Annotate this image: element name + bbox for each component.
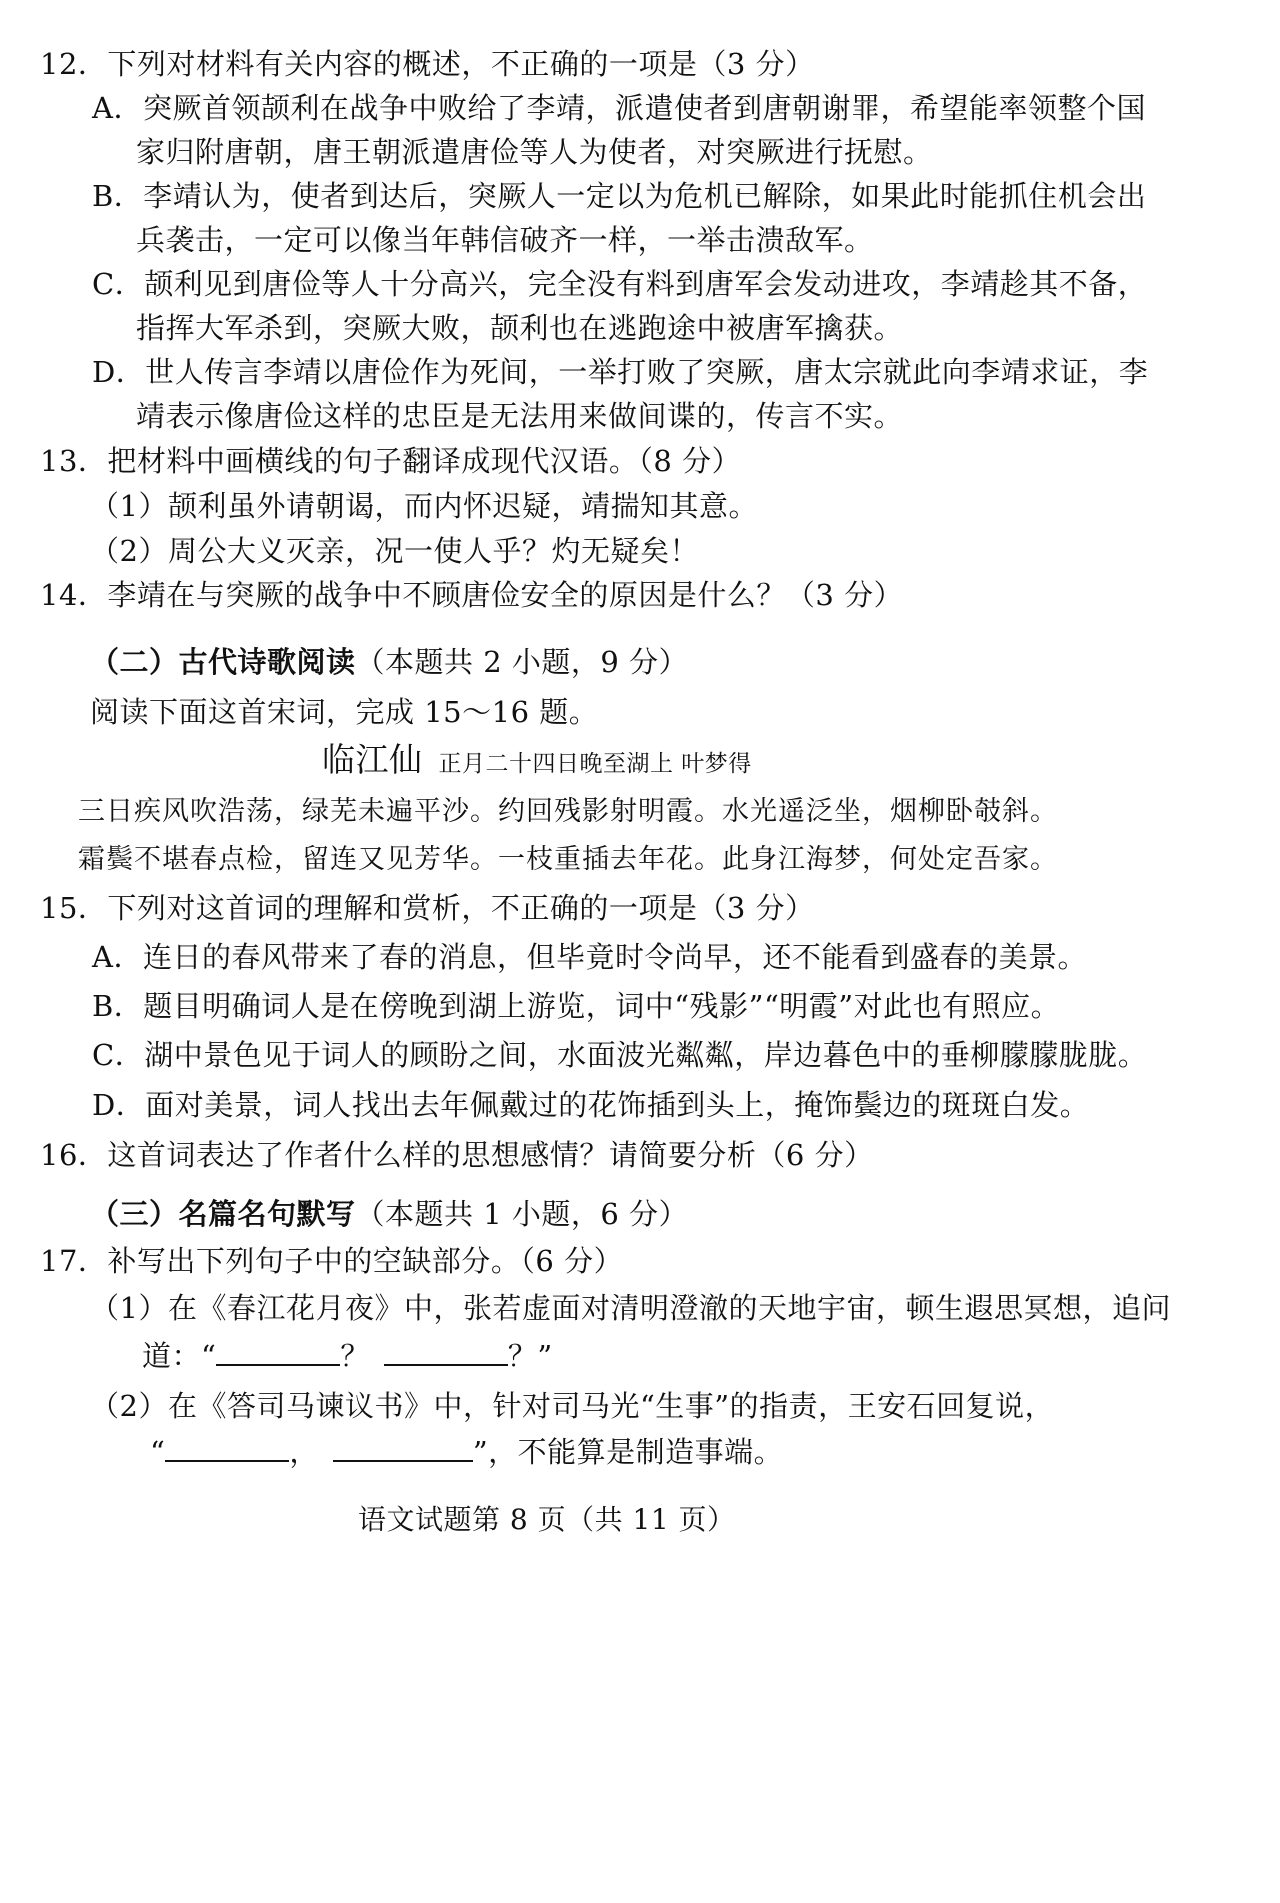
q13-sentence-2: （2）周公大义灭亲，况一使人乎？灼无疑矣！ <box>90 534 699 568</box>
q17-item-1-line1: （1）在《春江花月夜》中，张若虚面对清明澄澈的天地宇宙，顿生遐思冥想，追问 <box>90 1291 1171 1325</box>
q17-item-2-line1: （2）在《答司马谏议书》中，针对司马光“生事”的指责，王安石回复说， <box>90 1389 1055 1423</box>
q17-item-1-line2 <box>142 1336 553 1376</box>
q12-option-c-line2: 指挥大军杀到，突厥大败，颉利也在逃跑途中被唐军擒获。 <box>136 311 904 345</box>
poem-heading <box>322 740 752 784</box>
section-3-note: （本题共 1 小题，6 分） <box>355 1197 689 1231</box>
q17-item-2-line2 <box>150 1432 783 1472</box>
section-2-note: （本题共 2 小题，9 分） <box>355 645 689 679</box>
answer-blank-3[interactable] <box>165 1434 289 1462</box>
comma-separator: ， <box>289 1435 319 1469</box>
q14-stem: 14．李靖在与突厥的战争中不顾唐俭安全的原因是什么？（3 分） <box>40 578 904 612</box>
quote-open-2: “ <box>150 1435 166 1469</box>
poem-title: 临江仙 <box>322 740 423 779</box>
item-2-ending: ”，不能算是制造事端。 <box>472 1435 784 1469</box>
q12-option-c-line1: C．颉利见到唐俭等人十分高兴，完全没有料到唐军会发动进攻，李靖趁其不备， <box>92 267 1148 301</box>
answer-blank-1[interactable] <box>216 1338 340 1366</box>
q13-sentence-1: （1）颉利虽外请朝谒，而内怀迟疑，靖揣知其意。 <box>90 489 758 523</box>
quote-close: ？” <box>507 1339 553 1373</box>
q12-option-a-line1: A．突厥首领颉利在战争中败给了李靖，派遣使者到唐朝谢罪，希望能率领整个国 <box>92 91 1146 125</box>
q15-option-c: C．湖中景色见于词人的顾盼之间，水面波光粼粼，岸边暮色中的垂柳朦朦胧胧。 <box>92 1038 1148 1072</box>
q12-option-d-line1: D．世人传言李靖以唐俭作为死间，一举打败了突厥，唐太宗就此向李靖求证，李 <box>92 355 1149 389</box>
q12-option-a-line2: 家归附唐朝，唐王朝派遣唐俭等人为使者，对突厥进行抚慰。 <box>136 135 933 169</box>
quote-open: 道：“ <box>142 1339 217 1373</box>
page-footer: 语文试题第 8 页（共 11 页） <box>358 1503 736 1536</box>
q15-option-a: A．连日的春风带来了春的消息，但毕竟时令尚早，还不能看到盛春的美景。 <box>92 940 1087 974</box>
q17-stem: 17．补写出下列句子中的空缺部分。（6 分） <box>40 1244 624 1278</box>
q16-stem: 16．这首词表达了作者什么样的思想感情？请简要分析（6 分） <box>40 1138 874 1172</box>
poem-line-1: 三日疾风吹浩荡，绿芜未遍平沙。约回残影射明霞。水光遥泛坐，烟柳卧攲斜。 <box>78 796 1058 827</box>
poem-line-2: 霜鬓不堪春点检，留连又见芳华。一枝重插去年花。此身江海梦，何处定吾家。 <box>78 844 1058 875</box>
section-2-intro: 阅读下面这首宋词，完成 15～16 题。 <box>90 695 599 729</box>
answer-blank-2[interactable] <box>384 1338 508 1366</box>
section-2-heading <box>90 642 688 682</box>
q15-option-b: B．题目明确词人是在傍晚到湖上游览，词中“残影”“明霞”对此也有照应。 <box>92 989 1061 1023</box>
question-mark-1: ？ <box>340 1339 370 1373</box>
q15-stem: 15．下列对这首词的理解和赏析，不正确的一项是（3 分） <box>40 891 815 925</box>
q15-option-d: D．面对美景，词人找出去年佩戴过的花饰插到头上，掩饰鬓边的斑斑白发。 <box>92 1088 1090 1122</box>
poem-subtitle: 正月二十四日晚至湖上 叶梦得 <box>438 751 752 777</box>
section-2-title: （二）古代诗歌阅读 <box>90 645 356 679</box>
section-3-title: （三）名篇名句默写 <box>90 1197 356 1231</box>
q12-option-d-line2: 靖表示像唐俭这样的忠臣是无法用来做间谍的，传言不实。 <box>136 399 904 433</box>
q12-option-b-line2: 兵袭击，一定可以像当年韩信破齐一样，一举击溃敌军。 <box>136 223 874 257</box>
q12-option-b-line1: B．李靖认为，使者到达后，突厥人一定以为危机已解除，如果此时能抓住机会出 <box>92 179 1147 213</box>
answer-blank-4[interactable] <box>333 1434 473 1462</box>
q13-stem: 13．把材料中画横线的句子翻译成现代汉语。（8 分） <box>40 444 742 478</box>
section-3-heading <box>90 1194 688 1234</box>
q12-stem: 12．下列对材料有关内容的概述，不正确的一项是（3 分） <box>40 47 815 81</box>
